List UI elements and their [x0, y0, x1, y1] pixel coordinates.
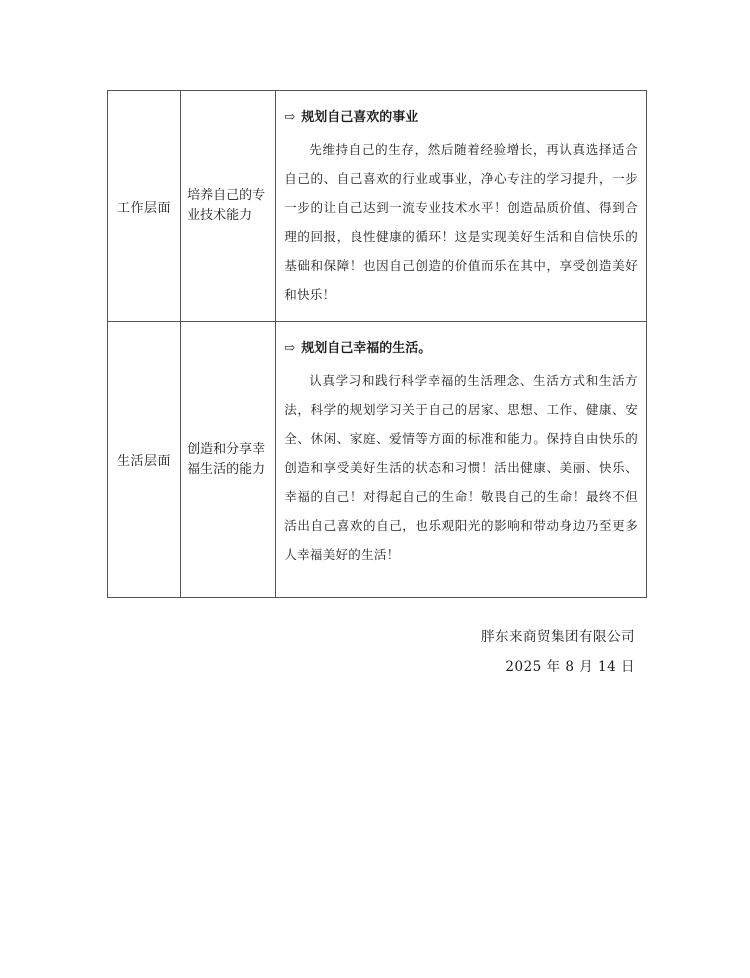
signature-block — [481, 622, 635, 682]
signature-date: 2025 年 8 月 14 日 — [505, 659, 635, 675]
heading-text: 规划自己喜欢的事业 — [301, 110, 419, 125]
company-name: 胖东来商贸集团有限公司 — [481, 629, 635, 645]
content-cell — [276, 91, 647, 322]
right-arrow-icon: ⇨ — [284, 341, 296, 356]
content-heading — [284, 107, 638, 129]
content-body: 先维持自己的生存，然后随着经验增长，再认真选择适合自己的、自己喜欢的行业或事业，净心专注的学习提升，一步一步的让自己达到一流专业技术水平！创造品质价值、得到合理的回报，良性健康的循环！这是实现美好生活和自信快乐的基础和保障！也因自己创造的价值而乐在其中，享受创造美好和快乐！ — [284, 142, 638, 302]
level-cell: 生活层面 — [108, 322, 181, 598]
content-cell — [276, 322, 647, 598]
content-heading — [284, 338, 638, 360]
right-arrow-icon: ⇨ — [284, 110, 296, 125]
table-row-life — [108, 322, 647, 598]
level-cell: 工作层面 — [108, 91, 181, 322]
table-row-work — [108, 91, 647, 322]
plan-table — [107, 90, 647, 598]
content-body: 认真学习和践行科学幸福的生活理念、生活方式和生活方法，科学的规划学习关于自己的居家、思想、工作、健康、安全、休闲、家庭、爱情等方面的标准和能力。保持自由快乐的创造和享受美好生活的状态和习惯！活出健康、美丽、快乐、幸福的自己！对得起自己的生命！敬畏自己的生命！最终不但活出自己喜欢的自己，也乐观阳光的影响和带动身边乃至更多人幸福美好的生活！ — [284, 373, 638, 562]
ability-cell: 培养自己的专业技术能力 — [181, 91, 276, 322]
heading-text: 规划自己幸福的生活。 — [301, 341, 432, 356]
ability-cell: 创造和分享幸福生活的能力 — [181, 322, 276, 598]
